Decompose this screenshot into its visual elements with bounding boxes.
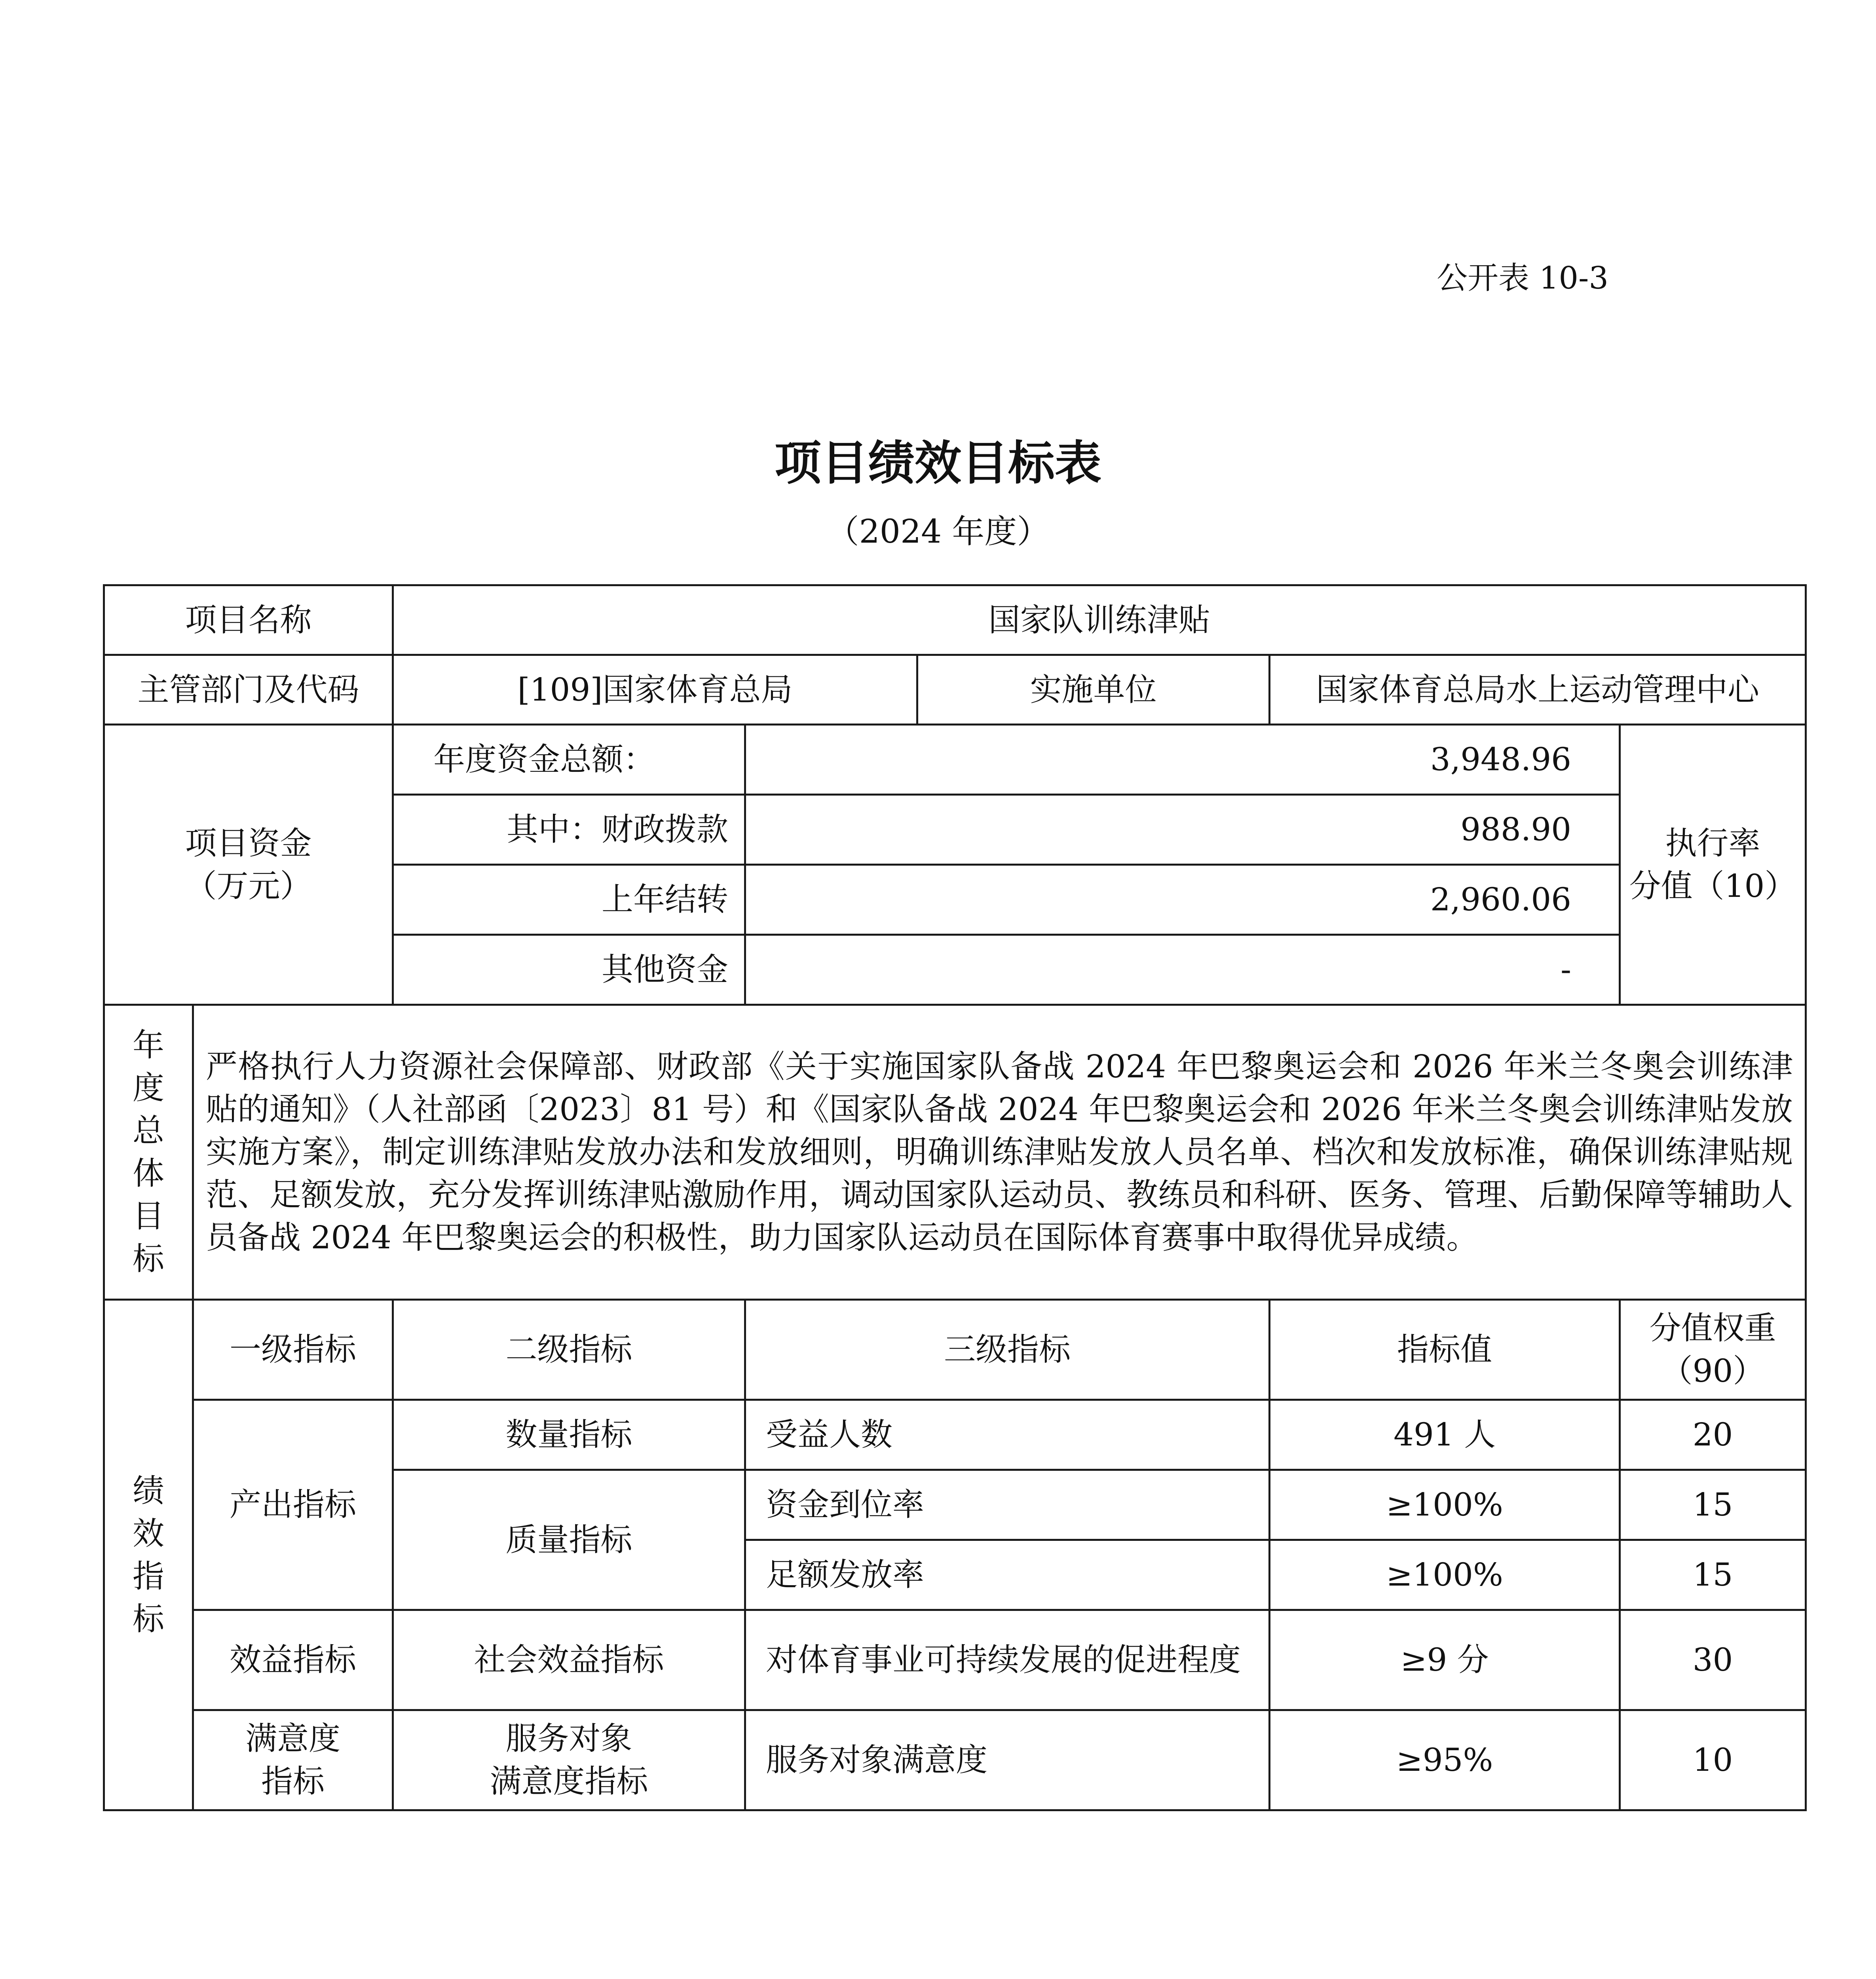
funds-label-line1: 项目资金: [185, 824, 312, 862]
carryover-funds-label: 上年结转: [393, 865, 745, 935]
page-subtitle-year: （2024 年度）: [826, 513, 1050, 551]
impl-unit-value: 国家体育总局水上运动管理中心: [1270, 655, 1806, 725]
table-row: [104, 1400, 1806, 1470]
funds-label-line2: （万元）: [185, 867, 312, 904]
annual-goal-label: [104, 1005, 193, 1300]
goal-label-char: 标: [133, 1240, 164, 1277]
indicator-name: 足额发放率: [745, 1540, 1270, 1610]
goal-label-char: 年: [133, 1027, 164, 1064]
indicator-weight: 30: [1620, 1610, 1806, 1710]
social-benefit-indicator-label: 社会效益指标: [393, 1610, 745, 1710]
impl-unit-label: 实施单位: [917, 655, 1270, 725]
project-name-label: 项目名称: [104, 585, 393, 655]
indicator-weight: 10: [1620, 1710, 1806, 1810]
table-row: [104, 655, 1806, 725]
total-funds-label: 年度资金总额：: [393, 725, 745, 795]
goal-label-char: 体: [133, 1155, 164, 1192]
indicator-value: ≥100%: [1270, 1540, 1620, 1610]
indicator-name: 资金到位率: [745, 1470, 1270, 1540]
service-satisfaction-line2: 满意度指标: [490, 1763, 648, 1800]
other-funds-value: -: [745, 935, 1620, 1005]
satisfaction-indicator-label: [193, 1710, 393, 1810]
header-value: 指标值: [1270, 1300, 1620, 1400]
dept-label: 主管部门及代码: [104, 655, 393, 725]
other-funds-label: 其他资金: [393, 935, 745, 1005]
indicators-label-char: 标: [133, 1600, 164, 1637]
page-title: 项目绩效目标表: [774, 436, 1101, 490]
indicator-value: ≥95%: [1270, 1710, 1620, 1810]
table-row: [104, 1300, 1806, 1400]
exec-rate-line1: 执行率: [1665, 824, 1760, 862]
indicators-label: [104, 1300, 193, 1810]
goal-label-char: 总: [133, 1112, 164, 1149]
goal-label-char: 目: [133, 1198, 164, 1235]
header-level2: 二级指标: [393, 1300, 745, 1400]
indicator-weight: 20: [1620, 1400, 1806, 1470]
quantity-indicator-label: 数量指标: [393, 1400, 745, 1470]
satisfaction-label-line2: 指标: [261, 1763, 325, 1800]
goal-label-char: 度: [133, 1069, 164, 1106]
header-weight-line1: 分值权重: [1649, 1310, 1776, 1347]
indicators-label-char: 效: [133, 1515, 164, 1552]
header-level1: 一级指标: [193, 1300, 393, 1400]
header-weight-line2: （90）: [1661, 1352, 1765, 1389]
dept-value: [109]国家体育总局: [393, 655, 917, 725]
exec-rate-line2: 分值（10）: [1629, 867, 1796, 904]
carryover-funds-value: 2,960.06: [745, 865, 1620, 935]
indicator-value: 491 人: [1270, 1400, 1620, 1470]
service-satisfaction-line1: 服务对象: [505, 1720, 632, 1757]
table-row: [104, 1710, 1806, 1810]
table-row: [104, 725, 1806, 795]
indicator-name: 对体育事业可持续发展的促进程度: [745, 1610, 1270, 1710]
indicator-value: ≥9 分: [1270, 1610, 1620, 1710]
benefit-indicator-label: 效益指标: [193, 1610, 393, 1710]
exec-rate-label: [1620, 725, 1806, 1005]
indicator-name: 受益人数: [745, 1400, 1270, 1470]
fiscal-funds-value: 988.90: [745, 795, 1620, 865]
project-name-value: 国家队训练津贴: [393, 585, 1806, 655]
satisfaction-label-line1: 满意度: [245, 1720, 340, 1757]
indicator-weight: 15: [1620, 1540, 1806, 1610]
total-funds-value: 3,948.96: [745, 725, 1620, 795]
service-satisfaction-indicator-label: [393, 1710, 745, 1810]
indicator-value: ≥100%: [1270, 1470, 1620, 1540]
header-level3: 三级指标: [745, 1300, 1270, 1400]
table-row: [104, 1610, 1806, 1710]
funds-label: [104, 725, 393, 1005]
output-indicator-label: 产出指标: [193, 1400, 393, 1610]
table-row: [104, 585, 1806, 655]
performance-target-table: [103, 584, 1807, 1811]
fiscal-funds-label: 其中：财政拨款: [393, 795, 745, 865]
header-weight: [1620, 1300, 1806, 1400]
indicators-label-char: 绩: [133, 1472, 164, 1509]
quality-indicator-label: 质量指标: [393, 1470, 745, 1610]
indicators-label-char: 指: [133, 1557, 164, 1595]
indicator-name: 服务对象满意度: [745, 1710, 1270, 1810]
indicator-weight: 15: [1620, 1470, 1806, 1540]
annual-goal-text: 严格执行人力资源社会保障部、财政部《关于实施国家队备战 2024 年巴黎奥运会和 2026 年米兰冬奥会训练津贴的通知》（人社部函〔2023〕81 号）和《国家队备战 2024 年巴黎奥运会和 2026 年米兰冬奥会训练津贴发放实施方案》，制定训练津贴发放办法和发放细则，明确训练津贴发放人员名单、档次和发放标准，确保训练津贴规范、足额发放，充分发挥训练津贴激励作用，调动国家队运动员、教练员和科研、医务、管理、后勤保障等辅助人员备战 2024 年巴黎奥运会的积极性，助力国家队运动员在国际体育赛事中取得优异成绩。: [193, 1005, 1806, 1300]
form-number: 公开表 10-3: [1437, 260, 1609, 296]
table-row: [104, 1005, 1806, 1300]
